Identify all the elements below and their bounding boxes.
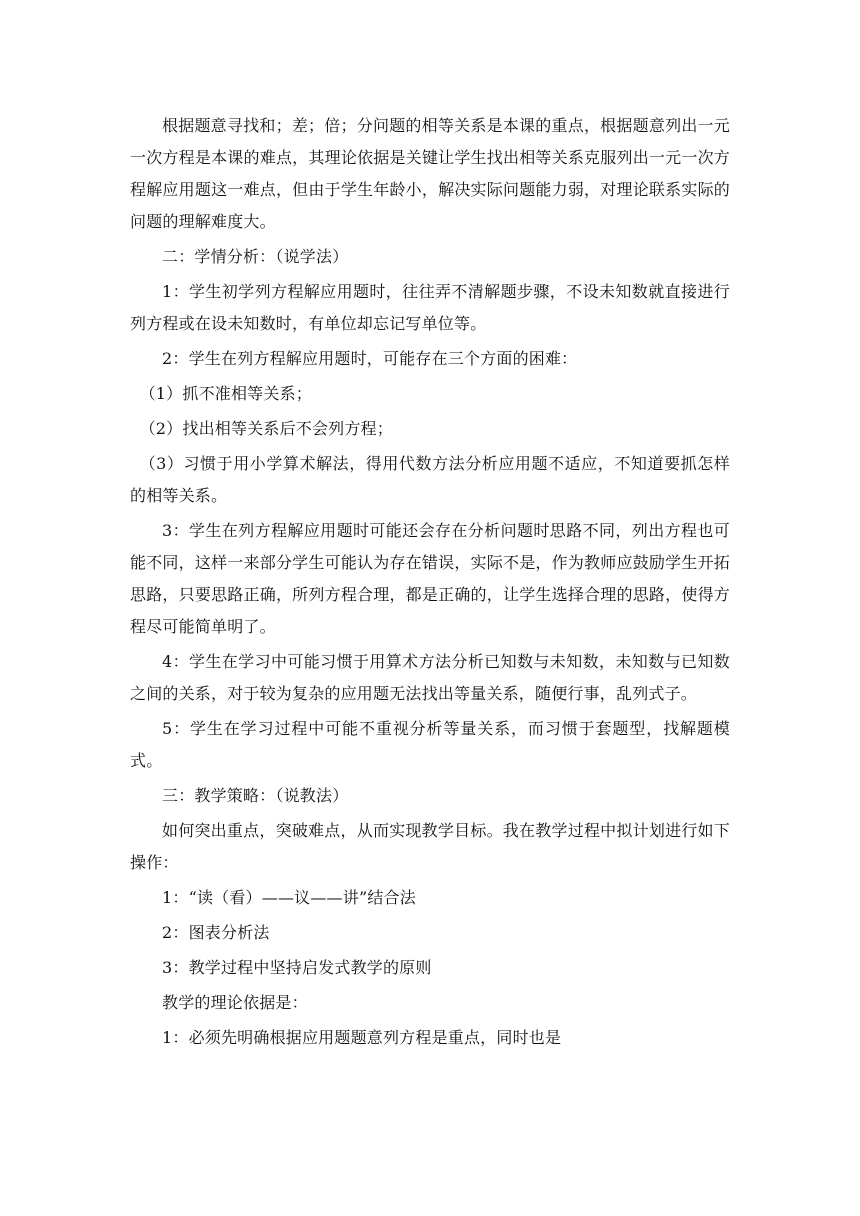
paragraph-subpoint-1: （1）抓不准相等关系；: [139, 384, 312, 403]
paragraph-point-3: 3：学生在列方程解应用题时可能还会存在分析问题时思路不同，列出方程也可能不同，这样一来部分学生可能认为存在错误，实际不是，作为教师应鼓励学生开拓思路，只要思路正确，所列方程合理，都是正确的，让学生选择合理的思路，使得方程尽可能简单明了。: [130, 521, 730, 636]
paragraph-method-1: 1：“读（看）——议——讲”结合法: [162, 888, 416, 907]
document-body: [130, 110, 730, 1057]
paragraph-point-1: 1：学生初学列方程解应用题时，往往弄不清解题步骤，不设未知数就直接进行列方程或在设未知数时，有单位却忘记写单位等。: [130, 282, 730, 333]
heading-learning-analysis: 二：学情分析：（说学法）: [162, 247, 349, 266]
paragraph-subpoint-3: （3）习惯于用小学算术解法，得用代数方法分析应用题不适应，不知道要抓怎样的相等关系。: [130, 454, 730, 505]
paragraph-point-4: 4：学生在学习中可能习惯于用算术方法分析已知数与未知数，未知数与已知数之间的关系，对于较为复杂的应用题无法找出等量关系，随便行事，乱列式子。: [130, 652, 730, 703]
heading-teaching-strategy: 三：教学策略：（说教法）: [162, 786, 349, 805]
paragraph-point-5: 5：学生在学习过程中可能不重视分析等量关系，而习惯于套题型，找解题模式。: [130, 719, 730, 770]
paragraph-subpoint-2: （2）找出相等关系后不会列方程；: [139, 419, 393, 438]
paragraph-theory-basis: 教学的理论依据是：: [162, 993, 308, 1012]
paragraph-point-2: 2：学生在列方程解应用题时，可能存在三个方面的困难：: [162, 349, 578, 368]
paragraph-method-3: 3：教学过程中坚持启发式教学的原则: [162, 958, 432, 977]
paragraph-theory-1: 1：必须先明确根据应用题题意列方程是重点，同时也是: [162, 1028, 562, 1047]
paragraph-strategy-intro: 如何突出重点，突破难点，从而实现教学目标。我在教学过程中拟计划进行如下操作：: [130, 821, 730, 872]
paragraph-method-2: 2：图表分析法: [162, 923, 270, 942]
paragraph-key-points: 根据题意寻找和；差；倍；分问题的相等关系是本课的重点，根据题意列出一元一次方程是本课的难点，其理论依据是关键让学生找出相等关系克服列出一元一次方程解应用题这一难点，但由于学生年龄小，解决实际问题能力弱，对理论联系实际的问题的理解难度大。: [130, 116, 730, 231]
